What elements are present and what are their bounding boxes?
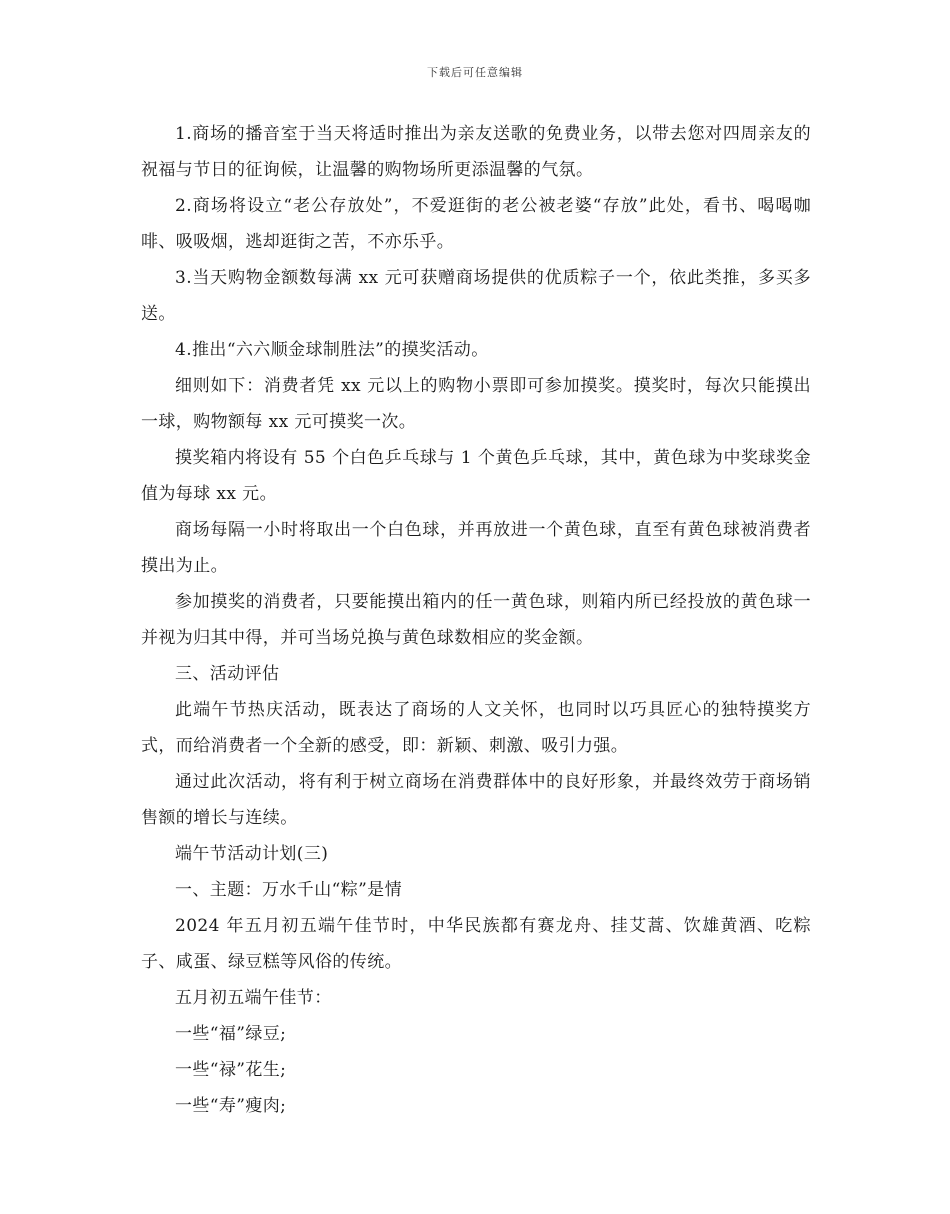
paragraph: 参加摸奖的消费者，只要能摸出箱内的任一黄色球，则箱内所已经投放的黄色球一并视为归其中得，并可当场兑换与黄色球数相应的奖金额。 — [141, 592, 811, 648]
document-body — [141, 116, 811, 1124]
paragraph: 五月初五端午佳节： — [175, 988, 332, 1008]
paragraph: 2.商场将设立“老公存放处”，不爱逛街的老公被老婆“存放”此处，看书、喝喝咖啡、吸吸烟，逃却逛街之苦，不亦乐乎。 — [141, 196, 811, 252]
paragraph: 摸奖箱内将设有 55 个白色乒乓球与 1 个黄色乒乓球，其中，黄色球为中奖球奖金值为每球 xx 元。 — [141, 448, 811, 504]
paragraph: 此端午节热庆活动，既表达了商场的人文关怀，也同时以巧具匠心的独特摸奖方式，而给消费者一个全新的感受，即：新颖、刺激、吸引力强。 — [141, 700, 811, 756]
paragraph: 4.推出“六六顺金球制胜法”的摸奖活动。 — [175, 340, 489, 360]
paragraph: 细则如下：消费者凭 xx 元以上的购物小票即可参加摸奖。摸奖时，每次只能摸出一球，购物额每 xx 元可摸奖一次。 — [141, 376, 811, 432]
paragraph: 通过此次活动，将有利于树立商场在消费群体中的良好形象，并最终效劳于商场销售额的增长与连续。 — [141, 772, 811, 828]
page-header: 下载后可任意编辑 — [427, 66, 523, 79]
list-item: 一些“寿”瘦肉; — [175, 1096, 287, 1116]
paragraph: 商场每隔一小时将取出一个白色球，并再放进一个黄色球，直至有黄色球被消费者摸出为止。 — [141, 520, 811, 576]
section-heading: 一、主题：万水千山“粽”是情 — [175, 880, 402, 900]
list-item: 一些“福”绿豆; — [175, 1024, 287, 1044]
paragraph: 3.当天购物金额数每满 xx 元可获赠商场提供的优质粽子一个，依此类推，多买多送。 — [141, 268, 811, 324]
paragraph: 2024 年五月初五端午佳节时，中华民族都有赛龙舟、挂艾蒿、饮雄黄酒、吃粽子、咸蛋、绿豆糕等风俗的传统。 — [141, 916, 811, 972]
section-heading: 三、活动评估 — [175, 664, 280, 684]
list-item: 一些“禄”花生; — [175, 1060, 287, 1080]
paragraph: 1.商场的播音室于当天将适时推出为亲友送歌的免费业务，以带去您对四周亲友的祝福与节日的征询候，让温馨的购物场所更添温馨的气氛。 — [141, 124, 811, 180]
section-heading: 端午节活动计划(三) — [175, 844, 329, 864]
